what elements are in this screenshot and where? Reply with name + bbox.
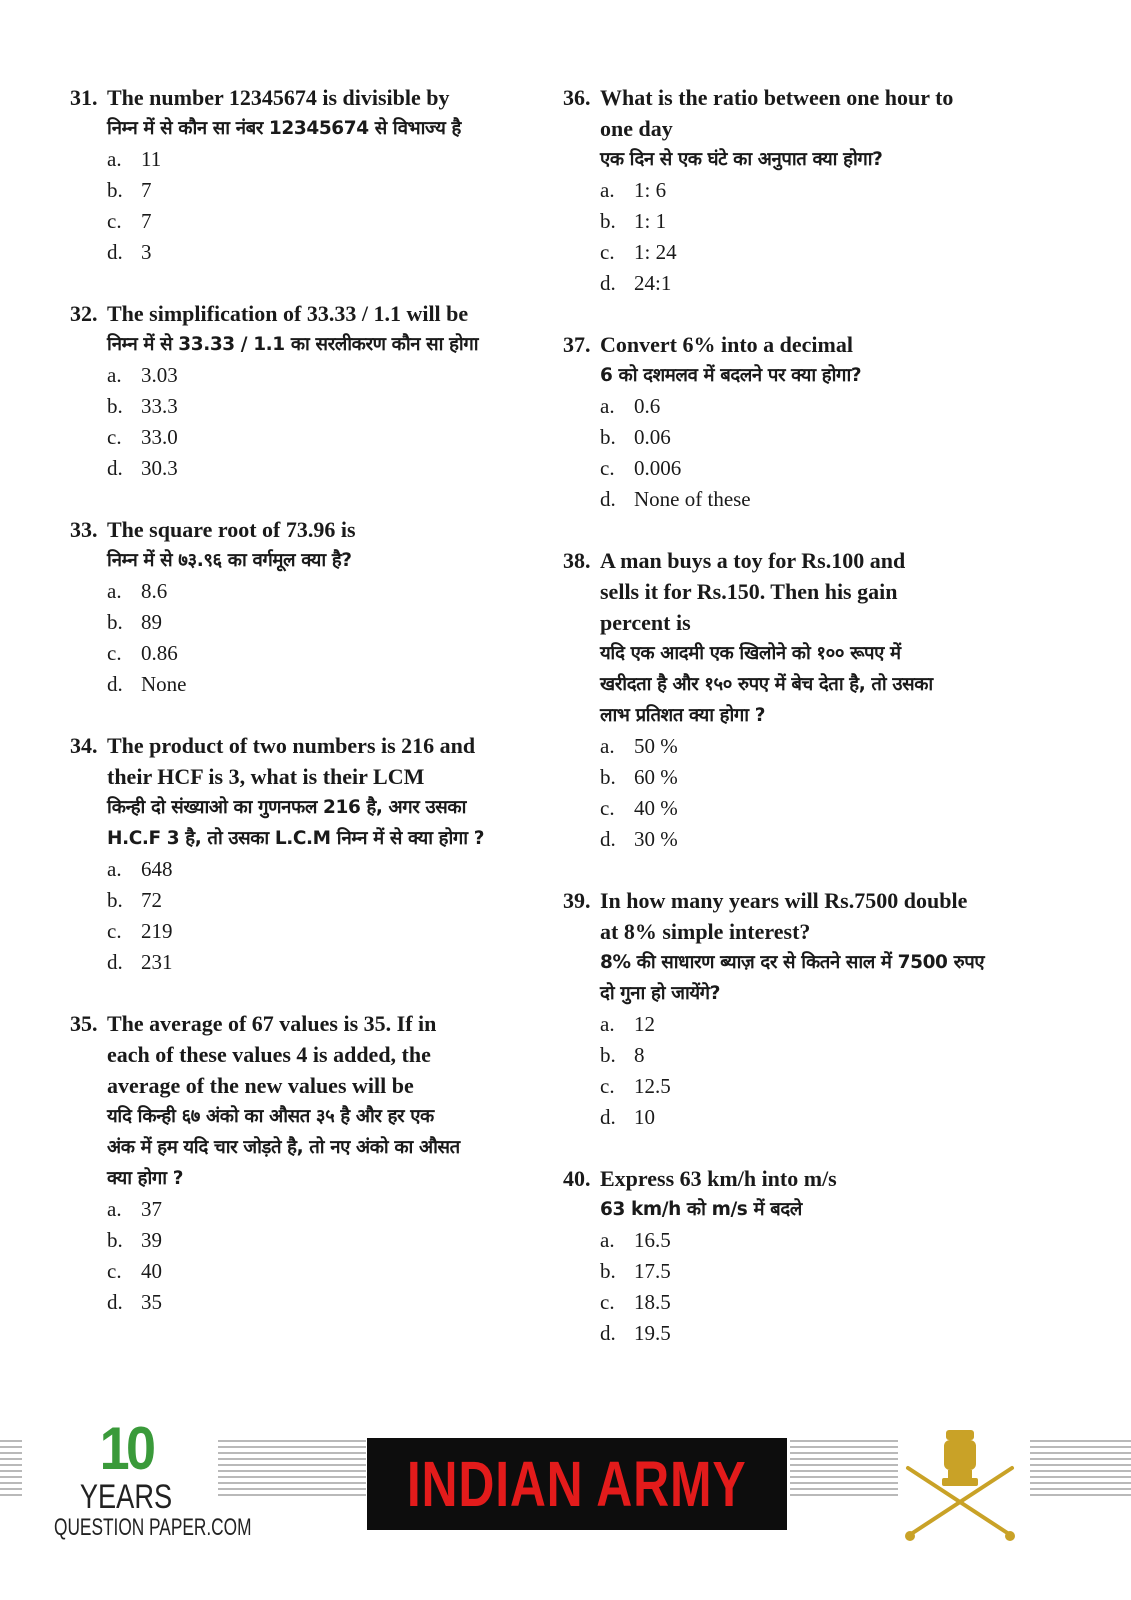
options-list <box>563 1225 1083 1349</box>
option-letter: a. <box>600 394 615 418</box>
option-letter: c. <box>107 425 122 449</box>
question-text-en <box>563 916 1083 947</box>
option-item <box>600 1225 1083 1256</box>
option-item <box>600 793 1083 824</box>
option-item <box>600 1009 1083 1040</box>
question-number: 36. <box>563 85 591 110</box>
option-item <box>600 762 1083 793</box>
question-text-hi: किन्ही दो संख्याओ का गुणनफल 216 है, अगर उसका <box>107 797 466 818</box>
options-list <box>563 391 1083 515</box>
option-value: 0.6 <box>634 394 661 418</box>
question-text-line: sells it for Rs.150. Then his gain <box>600 579 898 604</box>
option-item <box>600 1318 1083 1349</box>
option-letter: a. <box>107 579 122 603</box>
question-text-line: at 8% simple interest? <box>600 919 811 944</box>
question-number: 39. <box>563 888 591 913</box>
question-number: 40. <box>563 1166 591 1191</box>
left-column <box>70 82 550 1348</box>
option-value: 16.5 <box>634 1228 671 1252</box>
question-block <box>70 730 550 978</box>
option-value: 219 <box>141 919 173 943</box>
option-value: 12.5 <box>634 1074 671 1098</box>
question-text-en <box>563 545 1083 576</box>
option-item <box>107 576 550 607</box>
question-text-en <box>563 113 1083 144</box>
logo-years: YEARS <box>79 1478 173 1516</box>
question-text-line: their HCF is 3, what is their LCM <box>107 764 425 789</box>
army-emblem-icon <box>900 1428 1020 1548</box>
question-text-line: In how many years will Rs.7500 double <box>600 888 968 913</box>
question-text-line: The average of 67 values is 35. If in <box>107 1011 437 1036</box>
option-item <box>600 1287 1083 1318</box>
question-text-en <box>70 761 550 792</box>
option-value: 35 <box>141 1290 162 1314</box>
option-item <box>107 916 550 947</box>
question-text-en <box>563 576 1083 607</box>
question-text-en <box>70 298 550 329</box>
option-value: 19.5 <box>634 1321 671 1345</box>
option-value: 0.86 <box>141 641 178 665</box>
option-letter: d. <box>107 240 123 264</box>
question-text-hi: लाभ प्रतिशत क्या होगा ? <box>600 705 766 726</box>
question-text-en <box>563 329 1083 360</box>
options-list <box>70 854 550 978</box>
option-item <box>107 1225 550 1256</box>
option-letter: b. <box>107 178 123 202</box>
option-item <box>600 453 1083 484</box>
question-text-line: The product of two numbers is 216 and <box>107 733 476 758</box>
option-value: 18.5 <box>634 1290 671 1314</box>
question-number: 32. <box>70 301 98 326</box>
option-letter: b. <box>600 209 616 233</box>
option-item <box>107 669 550 700</box>
option-letter: c. <box>600 456 615 480</box>
option-value: 8 <box>634 1043 645 1067</box>
option-value: 11 <box>141 147 162 171</box>
question-text-line: What is the ratio between one hour to <box>600 85 954 110</box>
footer-rule <box>218 1440 366 1500</box>
option-value: 37 <box>141 1197 162 1221</box>
options-list <box>563 175 1083 299</box>
footer-rule <box>1030 1440 1131 1500</box>
option-value: 24:1 <box>634 271 672 295</box>
question-text-line: The simplification of 33.33 / 1.1 will be <box>107 301 469 326</box>
question-block <box>70 298 550 484</box>
option-letter: a. <box>600 1228 615 1252</box>
option-letter: c. <box>600 240 615 264</box>
option-item <box>107 391 550 422</box>
question-text-en <box>563 607 1083 638</box>
option-value: 40 <box>141 1259 162 1283</box>
indian-army-banner <box>367 1438 787 1530</box>
logo-number: 10 <box>99 1415 153 1482</box>
option-letter: a. <box>107 363 122 387</box>
footer-rule <box>0 1440 22 1500</box>
question-text-hi: अंक में हम यदि चार जोड़ते है, तो नए अंको का औसत <box>107 1137 460 1158</box>
option-item <box>600 1071 1083 1102</box>
option-letter: b. <box>107 1228 123 1252</box>
question-text-hi: खरीदता है और १५० रुपए में बेच देता है, तो उसका <box>600 674 933 695</box>
option-letter: d. <box>107 950 123 974</box>
option-item <box>600 731 1083 762</box>
option-letter: c. <box>107 209 122 233</box>
question-text-hi: निम्न में से ७३.९६ का वर्गमूल क्या है? <box>107 550 352 571</box>
question-block <box>563 885 1083 1133</box>
question-text-hi: यदि किन्ही ६७ अंको का औसत ३५ है और हर एक <box>107 1106 434 1127</box>
option-letter: d. <box>600 827 616 851</box>
option-item <box>107 206 550 237</box>
question-block <box>70 82 550 268</box>
option-letter: b. <box>107 888 123 912</box>
question-block <box>563 329 1083 515</box>
option-letter: b. <box>600 1043 616 1067</box>
option-item <box>107 947 550 978</box>
options-list <box>70 576 550 700</box>
question-text-en <box>563 1163 1083 1194</box>
option-value: 89 <box>141 610 162 634</box>
option-letter: a. <box>107 857 122 881</box>
option-value: None of these <box>634 487 751 511</box>
option-letter: a. <box>107 147 122 171</box>
option-value: 33.3 <box>141 394 178 418</box>
question-text-en <box>70 1039 550 1070</box>
option-letter: d. <box>600 487 616 511</box>
option-item <box>107 1194 550 1225</box>
option-letter: b. <box>107 610 123 634</box>
option-value: 30.3 <box>141 456 178 480</box>
logo-site: QUESTION PAPER.COM <box>54 1514 252 1541</box>
option-item <box>107 175 550 206</box>
option-item <box>107 1287 550 1318</box>
option-letter: b. <box>107 394 123 418</box>
option-value: 0.006 <box>634 456 682 480</box>
option-letter: d. <box>107 456 123 480</box>
option-letter: a. <box>600 178 615 202</box>
option-letter: d. <box>600 1105 616 1129</box>
option-item <box>107 360 550 391</box>
question-block <box>70 514 550 700</box>
option-item <box>107 638 550 669</box>
question-text-line: A man buys a toy for Rs.100 and <box>600 548 906 573</box>
option-value: 60 % <box>634 765 678 789</box>
question-block <box>563 82 1083 299</box>
option-letter: a. <box>600 1012 615 1036</box>
question-text-line: The number 12345674 is divisible by <box>107 85 450 110</box>
option-item <box>600 824 1083 855</box>
option-item <box>600 175 1083 206</box>
question-text-hi: H.C.F 3 है, तो उसका L.C.M निम्न में से क्या होगा ? <box>107 828 485 849</box>
option-letter: d. <box>600 271 616 295</box>
question-text-hi: क्या होगा ? <box>107 1168 184 1189</box>
option-letter: c. <box>600 796 615 820</box>
option-letter: b. <box>600 765 616 789</box>
option-value: 50 % <box>634 734 678 758</box>
question-text-hi: यदि एक आदमी एक खिलोने को १०० रूपए में <box>600 643 901 664</box>
option-item <box>107 453 550 484</box>
option-item <box>600 391 1083 422</box>
option-item <box>107 854 550 885</box>
question-number: 31. <box>70 85 98 110</box>
option-letter: c. <box>600 1074 615 1098</box>
option-letter: c. <box>107 1259 122 1283</box>
question-text-line: Express 63 km/h into m/s <box>600 1166 837 1191</box>
question-number: 35. <box>70 1011 98 1036</box>
option-value: 7 <box>141 178 152 202</box>
option-letter: c. <box>107 641 122 665</box>
question-text-line: one day <box>600 116 673 141</box>
option-item <box>600 237 1083 268</box>
option-item <box>600 206 1083 237</box>
question-number: 34. <box>70 733 98 758</box>
option-value: 17.5 <box>634 1259 671 1283</box>
option-value: 3 <box>141 240 152 264</box>
options-list <box>70 1194 550 1318</box>
option-item <box>107 237 550 268</box>
banner-title: INDIAN ARMY <box>407 1448 747 1520</box>
option-value: 1: 24 <box>634 240 677 264</box>
footer-rule <box>790 1440 898 1500</box>
page-footer <box>0 1415 1131 1600</box>
question-text-hi: निम्न में से कौन सा नंबर 12345674 से विभाज्य है <box>107 118 461 139</box>
option-letter: b. <box>600 425 616 449</box>
question-text-en <box>70 1070 550 1101</box>
option-item <box>600 484 1083 515</box>
option-item <box>600 1102 1083 1133</box>
option-item <box>600 268 1083 299</box>
option-letter: d. <box>107 1290 123 1314</box>
options-list <box>70 144 550 268</box>
option-value: 12 <box>634 1012 655 1036</box>
question-number: 37. <box>563 332 591 357</box>
option-letter: a. <box>107 1197 122 1221</box>
question-text-en <box>563 82 1083 113</box>
options-list <box>563 1009 1083 1133</box>
question-text-en <box>563 885 1083 916</box>
option-value: 33.0 <box>141 425 178 449</box>
question-text-hi: दो गुना हो जायेंगे? <box>600 983 721 1004</box>
option-letter: a. <box>600 734 615 758</box>
option-letter: c. <box>107 919 122 943</box>
option-value: 648 <box>141 857 173 881</box>
options-list <box>563 731 1083 855</box>
option-item <box>107 1256 550 1287</box>
option-value: 30 % <box>634 827 678 851</box>
option-item <box>107 885 550 916</box>
question-block <box>70 1008 550 1318</box>
option-value: 8.6 <box>141 579 168 603</box>
question-text-hi: एक दिन से एक घंटे का अनुपात क्या होगा? <box>600 149 883 170</box>
option-item <box>107 144 550 175</box>
option-letter: b. <box>600 1259 616 1283</box>
option-value: 231 <box>141 950 173 974</box>
options-list <box>70 360 550 484</box>
option-letter: d. <box>107 672 123 696</box>
question-text-en <box>70 82 550 113</box>
question-text-line: each of these values 4 is added, the <box>107 1042 431 1067</box>
question-block <box>563 545 1083 855</box>
question-text-line: Convert 6% into a decimal <box>600 332 853 357</box>
option-item <box>600 1040 1083 1071</box>
option-value: 10 <box>634 1105 655 1129</box>
question-number: 38. <box>563 548 591 573</box>
option-value: 7 <box>141 209 152 233</box>
question-text-line: average of the new values will be <box>107 1073 414 1098</box>
option-item <box>107 422 550 453</box>
option-value: 1: 6 <box>634 178 667 202</box>
question-text-hi: निम्न में से 33.33 / 1.1 का सरलीकरण कौन सा होगा <box>107 334 479 355</box>
option-value: 39 <box>141 1228 162 1252</box>
question-text-en <box>70 730 550 761</box>
question-number: 33. <box>70 517 98 542</box>
ten-years-logo <box>26 1415 252 1568</box>
question-block <box>563 1163 1083 1349</box>
question-text-en <box>70 1008 550 1039</box>
right-column <box>563 82 1083 1379</box>
question-text-hi: 8% की साधारण ब्याज़ दर से कितने साल में 7500 रुपए <box>600 952 985 973</box>
option-value: 40 % <box>634 796 678 820</box>
question-text-hi: 63 km/h को m/s में बदले <box>600 1199 802 1220</box>
option-value: 0.06 <box>634 425 671 449</box>
question-text-line: percent is <box>600 610 691 635</box>
option-letter: c. <box>600 1290 615 1314</box>
option-value: 1: 1 <box>634 209 667 233</box>
question-text-en <box>70 514 550 545</box>
question-text-hi: 6 को दशमलव में बदलने पर क्या होगा? <box>600 365 862 386</box>
option-letter: d. <box>600 1321 616 1345</box>
option-value: None <box>141 672 187 696</box>
question-text-line: The square root of 73.96 is <box>107 517 356 542</box>
option-value: 3.03 <box>141 363 178 387</box>
option-item <box>600 1256 1083 1287</box>
option-item <box>107 607 550 638</box>
option-value: 72 <box>141 888 162 912</box>
option-item <box>600 422 1083 453</box>
